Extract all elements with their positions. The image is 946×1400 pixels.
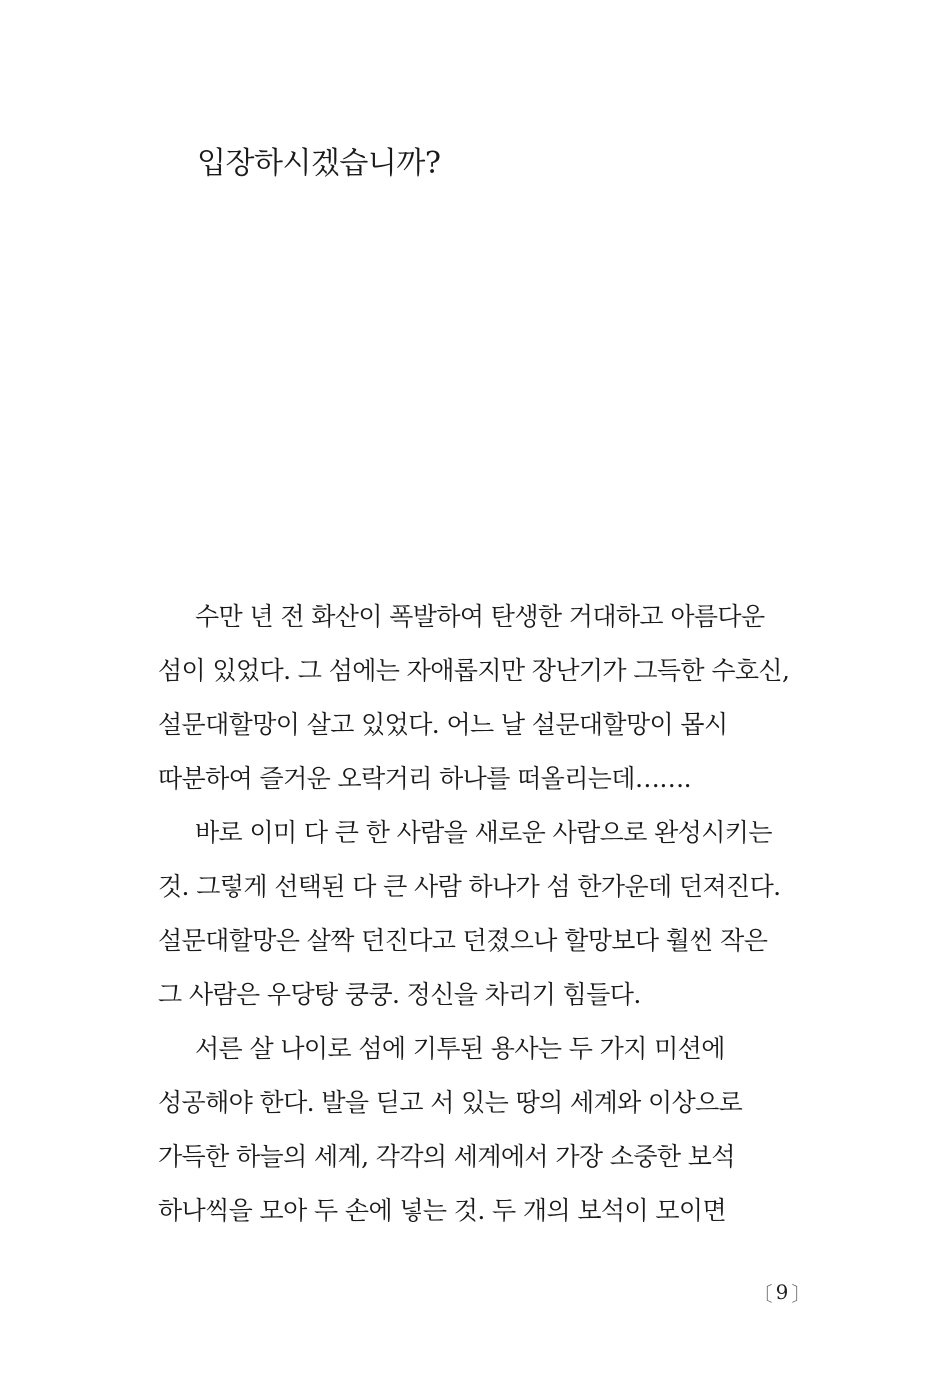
page-number-bracket-right: 〕	[791, 1281, 812, 1306]
paragraph-line: 것. 그렇게 선택된 다 큰 사람 하나가 섬 한가운데 던져진다.	[158, 872, 781, 901]
paragraph-line: 설문대할망은 살짝 던진다고 던졌으나 할망보다 훨씬 작은	[158, 926, 768, 955]
paragraph-line: 가득한 하늘의 세계, 각각의 세계에서 가장 소중한 보석	[158, 1142, 735, 1171]
paragraph-line: 설문대할망이 살고 있었다. 어느 날 설문대할망이 몹시	[158, 710, 728, 739]
page-number-value: 9	[775, 1280, 789, 1304]
paragraph-line: 서른 살 나이로 섬에 기투된 용사는 두 가지 미션에	[195, 1034, 725, 1063]
paragraph-line: 바로 이미 다 큰 한 사람을 새로운 사람으로 완성시키는	[195, 818, 772, 847]
body-text	[158, 590, 808, 1238]
paragraph-line: 그 사람은 우당탕 쿵쿵. 정신을 차리기 힘들다.	[158, 980, 641, 1009]
paragraph-line: 성공해야 한다. 발을 딛고 서 있는 땅의 세계와 이상으로	[158, 1088, 743, 1117]
paragraph-line: 섬이 있었다. 그 섬에는 자애롭지만 장난기가 그득한 수호신,	[158, 656, 790, 685]
paragraph-line: 하나씩을 모아 두 손에 넣는 것. 두 개의 보석이 모이면	[158, 1196, 727, 1225]
chapter-title: 입장하시겠습니까?	[197, 146, 441, 181]
paragraph-line: 따분하여 즐거운 오락거리 하나를 떠올리는데…….	[158, 764, 691, 793]
paragraph-line: 수만 년 전 화산이 폭발하여 탄생한 거대하고 아름다운	[195, 602, 765, 631]
page-number-bracket-left: 〔	[752, 1281, 773, 1306]
page-number	[752, 1278, 812, 1306]
